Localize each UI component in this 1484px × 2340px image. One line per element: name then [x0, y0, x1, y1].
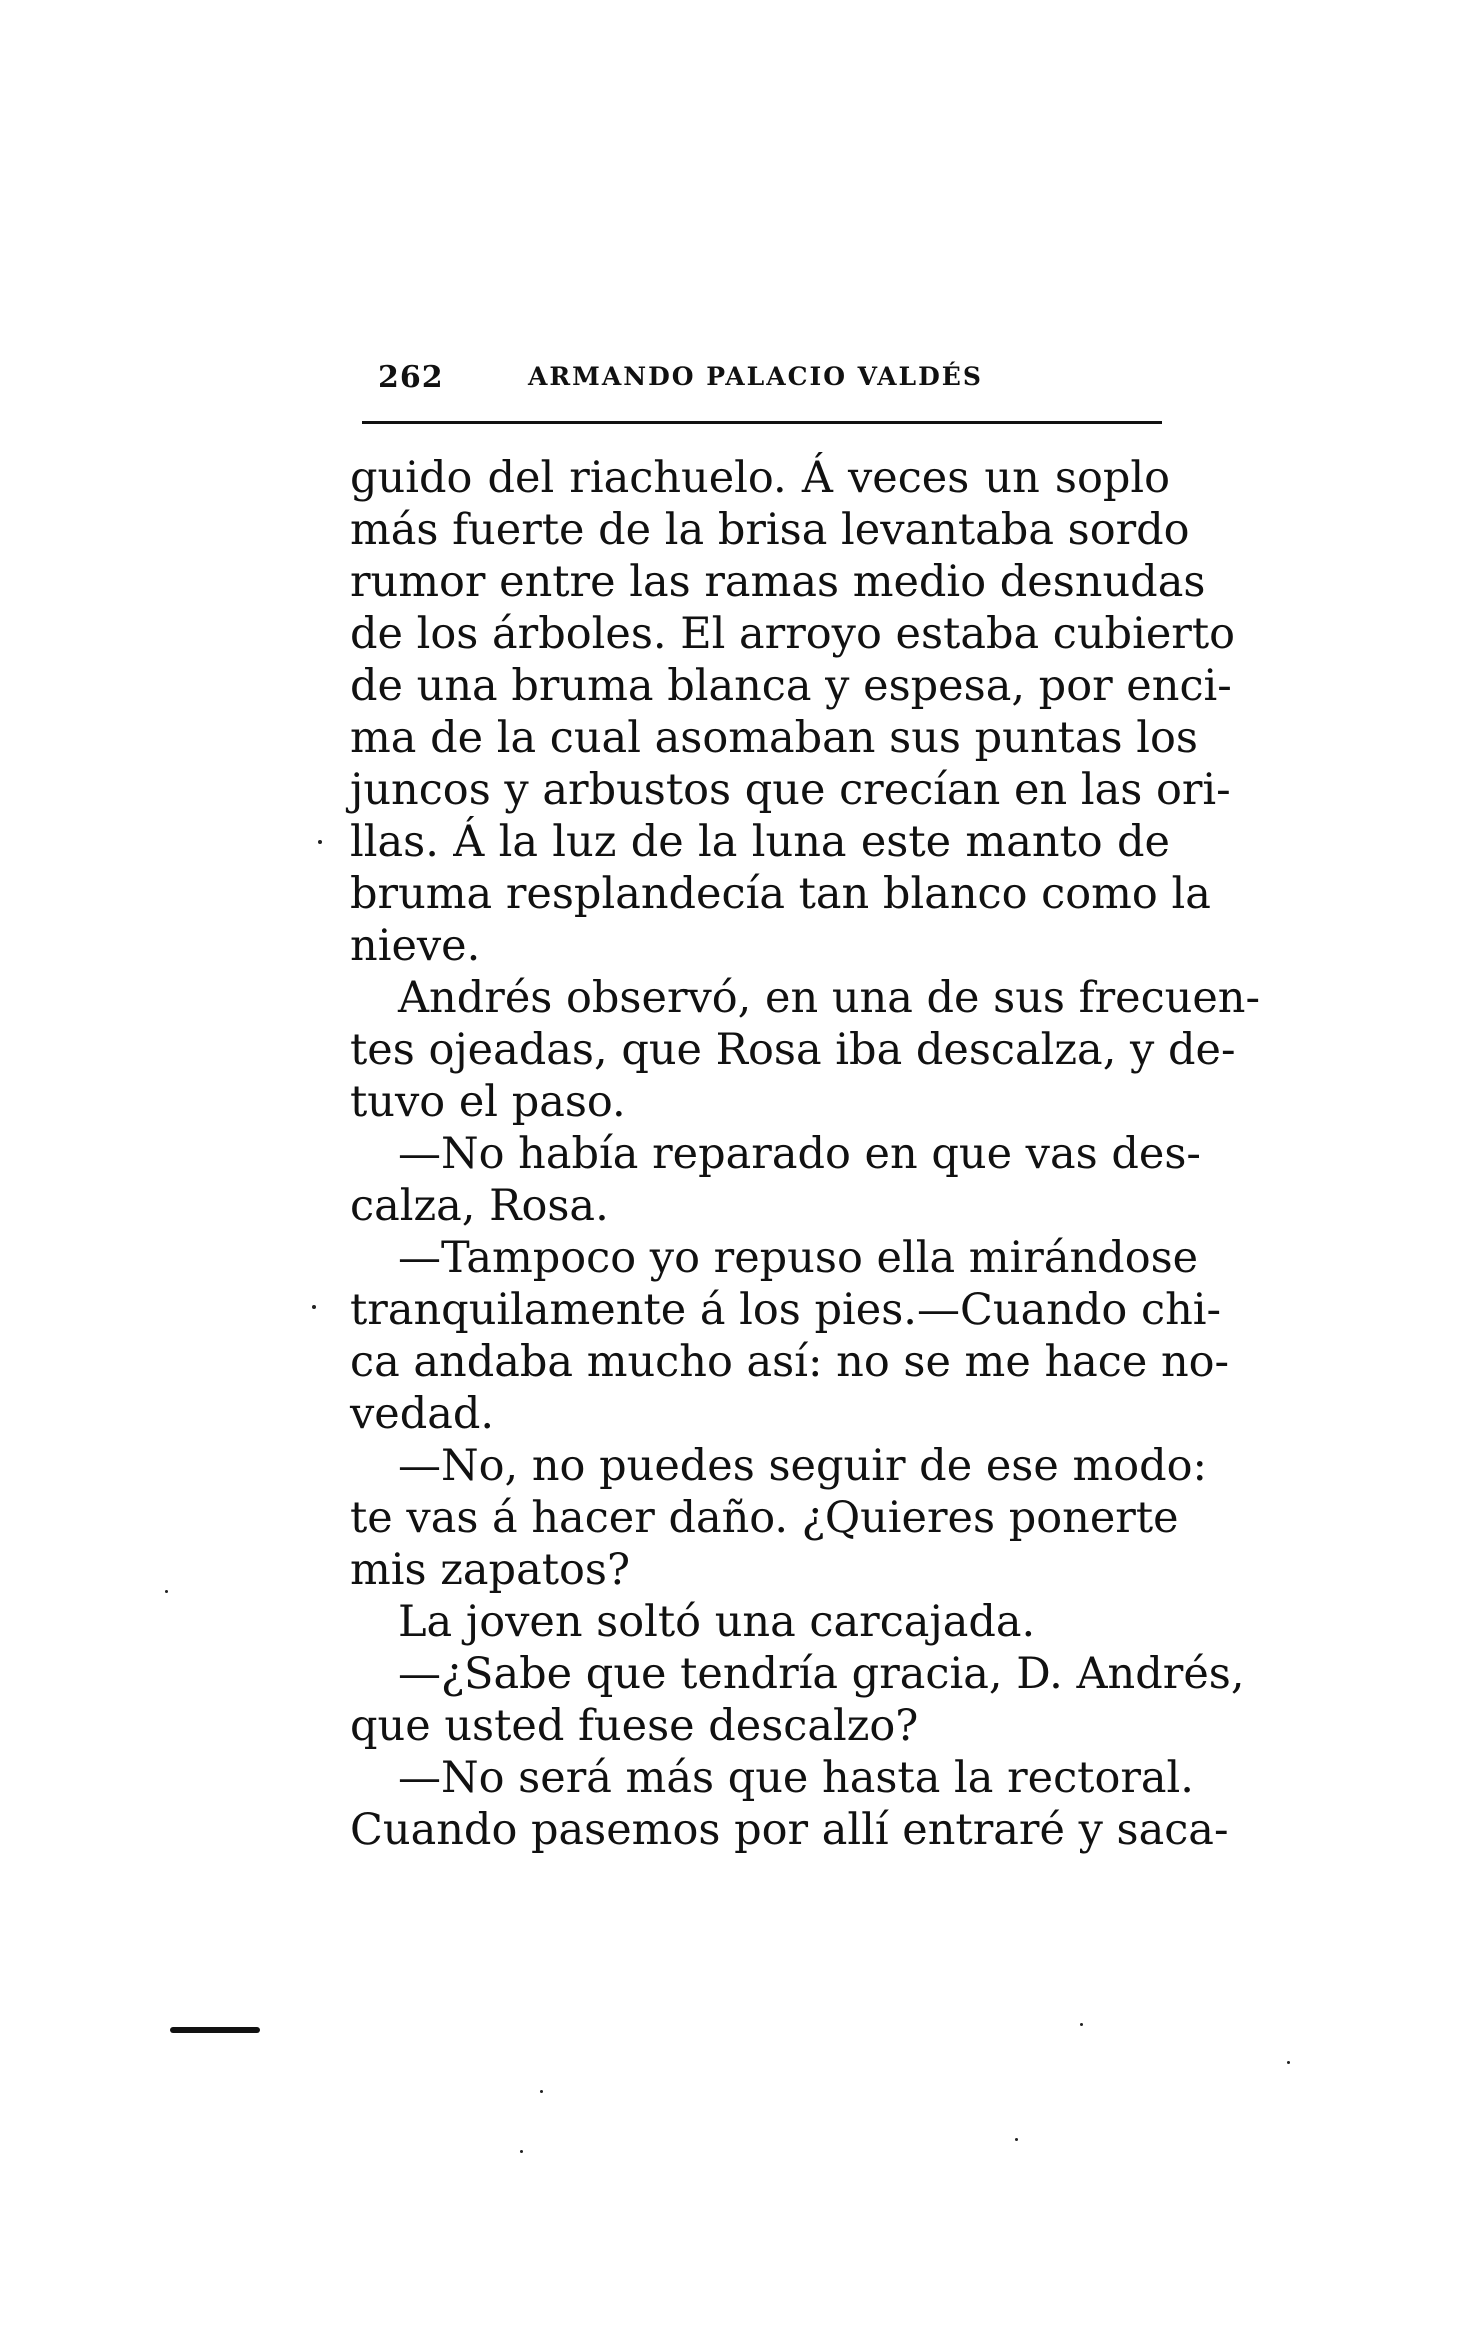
page-number: 262	[378, 360, 444, 395]
text-line: más fuerte de la brisa levantaba sordo	[350, 505, 1190, 555]
text-line: —No será más que hasta la rectoral.	[398, 1753, 1194, 1803]
text-line: de una bruma blanca y espesa, por enci-	[350, 661, 1232, 711]
body-text	[350, 452, 1261, 1856]
text-line: Andrés observó, en una de sus frecuen-	[398, 973, 1261, 1023]
text-line: guido del riachuelo. Á veces un soplo	[350, 453, 1170, 503]
margin-dash-mark	[170, 2027, 260, 2033]
text-line: vedad.	[350, 1389, 495, 1439]
text-line: tes ojeadas, que Rosa iba descalza, y de-	[350, 1025, 1236, 1075]
speck	[165, 1590, 168, 1593]
text-line: bruma resplandecía tan blanco como la	[350, 869, 1211, 919]
speck	[1287, 2061, 1290, 2064]
text-line: Cuando pasemos por allí entraré y saca-	[350, 1805, 1229, 1855]
speck	[520, 2150, 523, 2153]
text-line: juncos y arbustos que crecían en las ori-	[350, 765, 1231, 815]
text-line: ma de la cual asomaban sus puntas los	[350, 713, 1198, 763]
text-line: La joven soltó una carcajada.	[398, 1597, 1036, 1647]
text-line: te vas á hacer daño. ¿Quieres ponerte	[350, 1493, 1179, 1543]
text-line: calza, Rosa.	[350, 1181, 609, 1231]
speck	[540, 2090, 543, 2093]
speck	[312, 1305, 316, 1309]
text-line: —Tampoco yo repuso ella mirándose	[398, 1233, 1199, 1283]
text-line: tuvo el paso.	[350, 1077, 626, 1127]
text-line: mis zapatos?	[350, 1545, 631, 1595]
running-head-author: ARMANDO PALACIO VALDÉS	[528, 362, 983, 391]
speck	[1015, 2138, 1018, 2141]
text-line: —¿Sabe que tendría gracia, D. Andrés,	[398, 1649, 1245, 1699]
text-line: tranquilamente á los pies.—Cuando chi-	[350, 1285, 1222, 1335]
text-line: de los árboles. El arroyo estaba cubierto	[350, 609, 1236, 659]
text-line: nieve.	[350, 921, 481, 971]
text-line: ca andaba mucho así: no se me hace no-	[350, 1337, 1230, 1387]
header-rule	[362, 421, 1162, 424]
speck	[318, 840, 322, 844]
text-line: llas. Á la luz de la luna este manto de	[350, 817, 1170, 867]
text-line: que usted fuese descalzo?	[350, 1701, 919, 1751]
running-head	[378, 360, 1168, 404]
text-line: rumor entre las ramas medio desnudas	[350, 557, 1206, 607]
text-line: —No había reparado en que vas des-	[398, 1129, 1201, 1179]
speck	[1080, 2023, 1083, 2026]
text-line: —No, no puedes seguir de ese modo:	[398, 1441, 1208, 1491]
